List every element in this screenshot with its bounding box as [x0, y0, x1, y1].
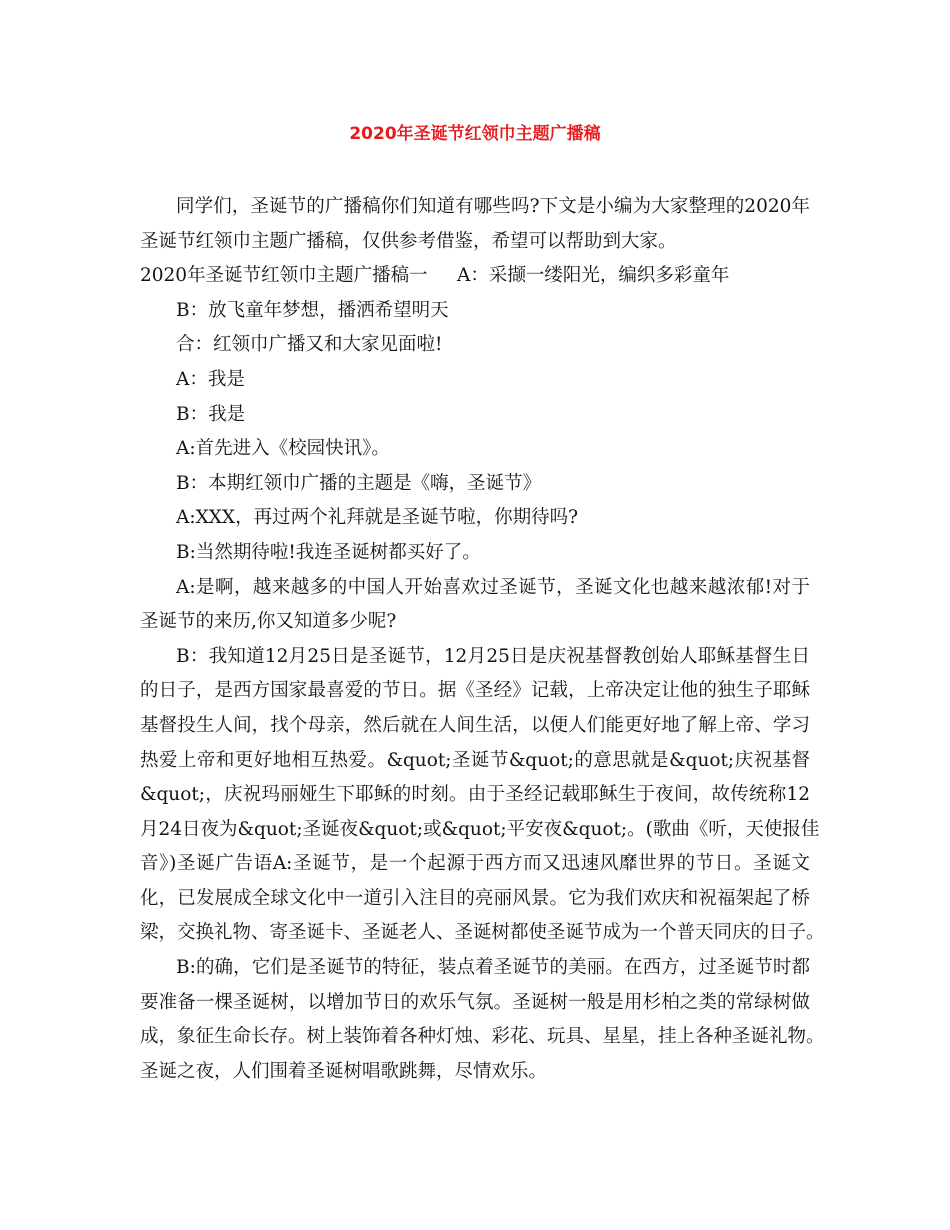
- section-heading: 2020年圣诞节红领巾主题广播稿一: [140, 265, 428, 287]
- text-line: B:当然期待啦!我连圣诞树都买好了。: [176, 541, 481, 563]
- text-line: 圣诞之夜，人们围着圣诞树唱歌跳舞，尽情欢乐。: [140, 1060, 548, 1082]
- text-line: A:是啊，越来越多的中国人开始喜欢过圣诞节，圣诞文化也越来越浓郁!对于: [176, 576, 810, 598]
- text-line: 基督投生人间，找个母亲，然后就在人间生活，以便人们能更好地了解上帝、学习: [140, 714, 810, 736]
- text-line: A:XXX，再过两个礼拜就是圣诞节啦，你期待吗?: [176, 507, 579, 529]
- text-line: A:首先进入《校园快讯》。: [176, 438, 390, 460]
- text-line: 合：红领巾广播又和大家见面啦!: [176, 334, 443, 356]
- text-line: 音》)圣诞广告语A:圣诞节，是一个起源于西方而又迅速风靡世界的节日。圣诞文: [140, 853, 810, 875]
- text-line: 热爱上帝和更好地相互热爱。&quot;圣诞节&quot;的意思就是&quot;庆祝基督: [140, 749, 810, 771]
- text-line: 化，已发展成全球文化中一道引入注目的亮丽风景。它为我们欢庆和祝福架起了桥: [140, 887, 810, 909]
- text-line: A：我是: [176, 368, 245, 390]
- text-line: 要准备一棵圣诞树，以增加节日的欢乐气氛。圣诞树一般是用杉柏之类的常绿树做: [140, 991, 810, 1013]
- text-line: &quot;，庆祝玛丽娅生下耶稣的时刻。由于圣经记载耶稣生于夜间，故传统称12: [140, 784, 810, 806]
- text-line: B：我是: [176, 403, 246, 425]
- text-line: 梁，交换礼物、寄圣诞卡、圣诞老人、圣诞树都使圣诞节成为一个普天同庆的日子。: [140, 922, 825, 944]
- text-line: 圣诞节的来历,你又知道多少呢?: [140, 611, 397, 633]
- text-line: 圣诞节红领巾主题广播稿，仅供参考借鉴，希望可以帮助到大家。: [140, 230, 677, 252]
- text-line: B:的确，它们是圣诞节的特征，装点着圣诞节的美丽。在西方，过圣诞节时都: [176, 957, 810, 979]
- document-body: [140, 190, 825, 1089]
- text-line: B：本期红领巾广播的主题是《嗨，圣诞节》: [176, 472, 542, 494]
- text-line: 的日子，是西方国家最喜爱的节日。据《圣经》记载，上帝决定让他的独生子耶稣: [140, 680, 810, 702]
- text-line: 同学们，圣诞节的广播稿你们知道有哪些吗?下文是小编为大家整理的2020年: [176, 196, 810, 217]
- page-title: 2020年圣诞节红领巾主题广播稿: [349, 124, 601, 144]
- section-row: [140, 259, 810, 294]
- text-line: 成，象征生命长存。树上装饰着各种灯烛、彩花、玩具、星星，挂上各种圣诞礼物。: [140, 1026, 825, 1048]
- text-line: 月24日夜为&quot;圣诞夜&quot;或&quot;平安夜&quot;。(歌曲《听，天使报佳: [140, 818, 820, 840]
- text-line: A：采撷一缕阳光，编织多彩童年: [457, 265, 730, 287]
- text-line: B：放飞童年梦想，播洒希望明天: [176, 299, 449, 321]
- text-line: B：我知道12月25日是圣诞节，12月25日是庆祝基督教创始人耶稣基督生日: [176, 645, 810, 667]
